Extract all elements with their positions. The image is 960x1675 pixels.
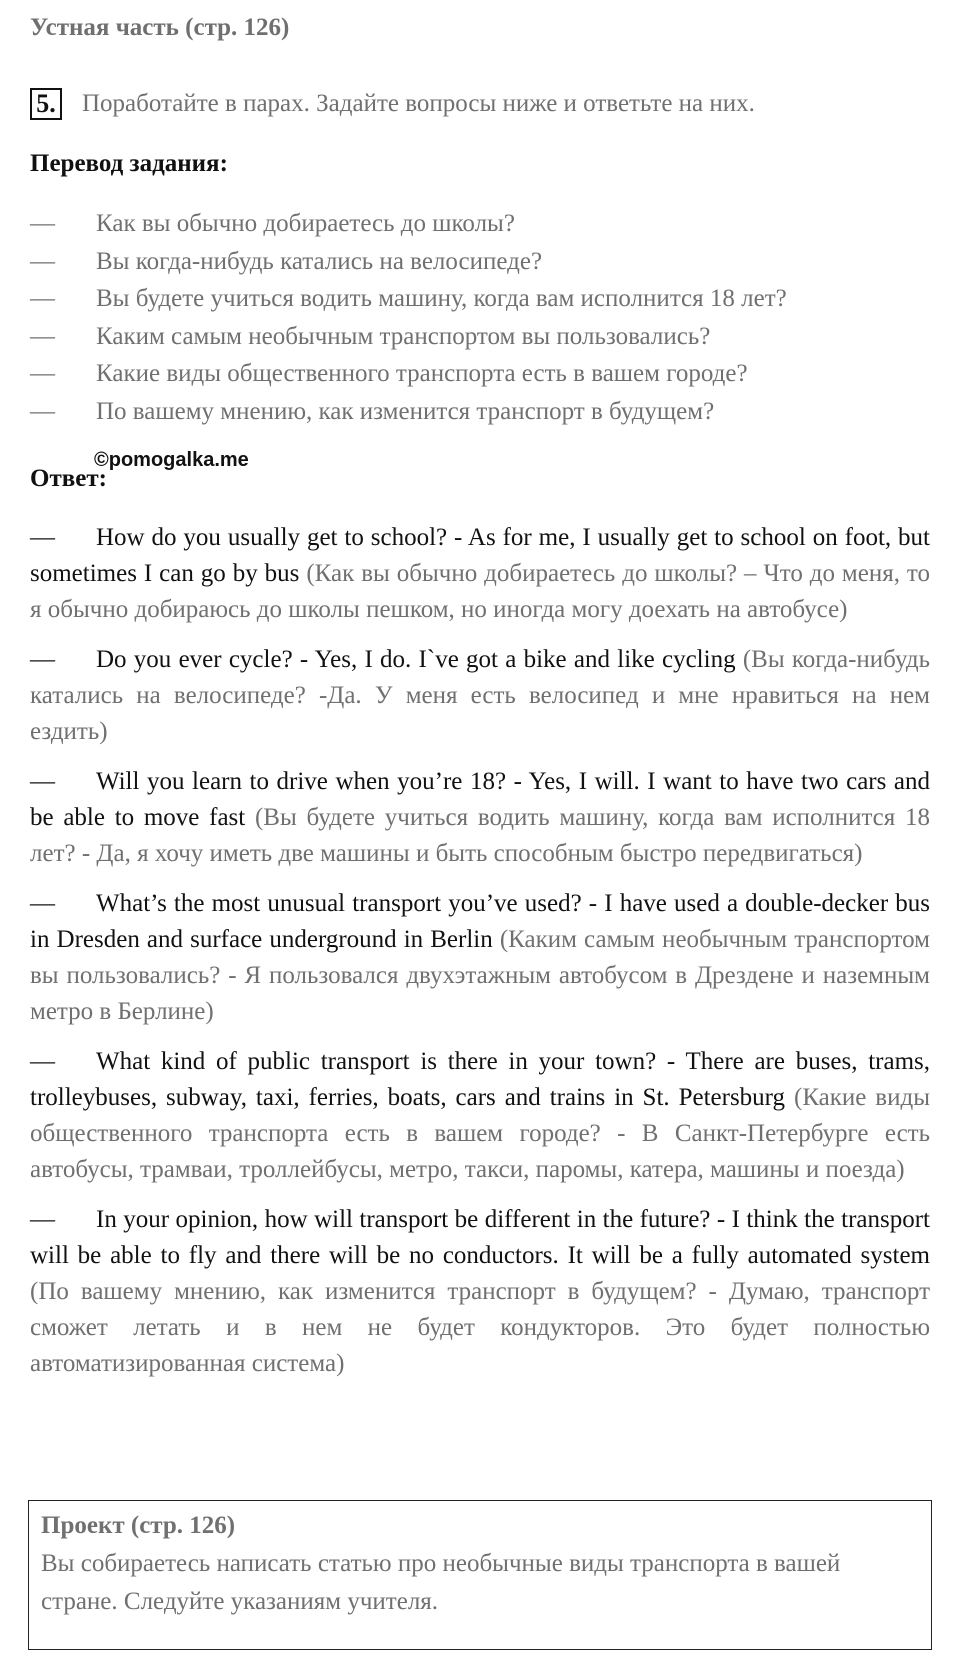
task-row [30, 88, 755, 120]
answer-translation: (Какие виды общественного транспорта есть в вашем городе? - В Санкт-Петербурге есть автобусы, трамваи, троллейбусы, метро, такси, паромы, катера, машины и поезда) [30, 1084, 931, 1183]
section-title: Устная часть (стр. 126) [30, 14, 290, 41]
question-text: По вашему мнению, как изменится транспорт в будущем? [96, 397, 715, 425]
watermark: ©pomogalka.me [94, 449, 249, 471]
task-number: 5. [30, 88, 62, 120]
dash-marker: — [30, 1206, 55, 1233]
answer-english: Will you learn to drive when you’re 18? - Yes, I will. I want to have two cars and be able to move fast [30, 768, 930, 831]
dash-marker: — [30, 768, 55, 795]
list-item [30, 318, 910, 356]
answer-english: What’s the most unusual transport you’ve used? - I have used a double-decker bus in Dresden and surface underground in Berlin [30, 890, 930, 953]
project-box [28, 1500, 932, 1650]
answer-english: Do you ever cycle? - Yes, I do. I`ve got a bike and like cycling [96, 646, 736, 673]
answer-translation: (Каким самым необычным транспортом вы пользовались? - Я пользовался двухэтажным автобусом в Дрездене и наземным метро в Берлине) [30, 926, 930, 1025]
translation-heading: Перевод задания: [30, 150, 228, 177]
answer-paragraph [30, 520, 930, 628]
dash-marker: — [30, 285, 55, 312]
answer-list [30, 520, 930, 1396]
task-text: Поработайте в парах. Задайте вопросы ниже и ответьте на них. [82, 90, 755, 117]
answer-paragraph [30, 764, 930, 872]
list-item [30, 280, 910, 318]
dash-marker: — [30, 1048, 55, 1075]
dash-marker: — [30, 890, 55, 917]
answer-english: How do you usually get to school? - As for me, I usually get to school on foot, but sometimes I can go by bus [30, 524, 930, 587]
answer-english: What kind of public transport is there in your town? - There are buses, trams, trolleybuses, subway, taxi, ferries, boats, cars and trains in St. Petersburg [30, 1048, 930, 1111]
dash-marker: — [30, 322, 55, 350]
question-text: Какие виды общественного транспорта есть в вашем городе? [96, 360, 748, 387]
question-text: Каким самым необычным транспортом вы пользовались? [96, 322, 711, 350]
answer-translation: (По вашему мнению, как изменится транспорт в будущем? - Думаю, транспорт сможет летать и в нем не будет кондукторов. Это будет полностью автоматизированная система) [30, 1278, 930, 1377]
project-title: Проект (стр. 126) [41, 1512, 236, 1539]
list-item [30, 205, 910, 243]
list-item [30, 393, 910, 431]
dash-marker: — [30, 360, 55, 387]
answer-paragraph [30, 642, 930, 750]
answer-paragraph [30, 886, 930, 1030]
answer-english: In your opinion, how will transport be different in the future? - I think the transport will be able to fly and there will be no conductors. It will be a fully automated system [30, 1206, 930, 1269]
list-item [30, 243, 910, 281]
dash-marker: — [30, 646, 55, 673]
dash-marker: — [30, 247, 55, 275]
answer-paragraph [30, 1202, 930, 1382]
dash-marker: — [30, 397, 55, 425]
answer-heading: Ответ: [30, 465, 107, 492]
answer-translation: (Вы будете учиться водить машину, когда вам исполнится 18 лет? - Да, я хочу иметь две машины и быть способным быстро передвигаться) [30, 804, 931, 867]
answer-translation: (Вы когда-нибудь катались на велосипеде? -Да. У меня есть велосипед и мне нравиться на нем ездить) [30, 646, 930, 745]
question-list [30, 205, 910, 430]
answer-paragraph [30, 1044, 930, 1188]
question-text: Как вы обычно добираетесь до школы? [96, 210, 515, 237]
answer-translation: (Как вы обычно добираетесь до школы? – Что до меня, то я обычно добираюсь до школы пешком, но иногда могу доехать на автобусе) [30, 560, 931, 623]
dash-marker: — [30, 210, 55, 237]
project-text: Вы собираетесь написать статью про необычные виды транспорта в вашей стране. Следуйте указаниям учителя. [41, 1550, 841, 1615]
dash-marker: — [30, 524, 55, 551]
list-item [30, 355, 910, 393]
question-text: Вы будете учиться водить машину, когда вам исполнится 18 лет? [96, 285, 787, 312]
question-text: Вы когда-нибудь катались на велосипеде? [96, 247, 543, 275]
